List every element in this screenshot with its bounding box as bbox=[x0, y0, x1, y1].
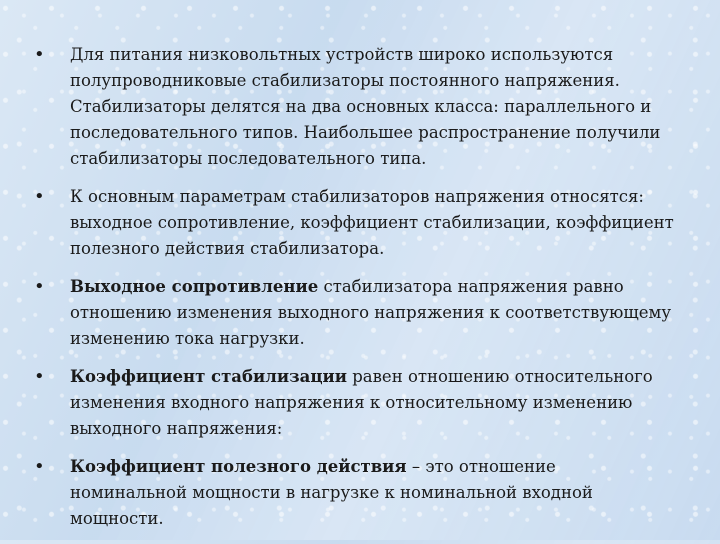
bullet-list bbox=[34, 42, 674, 544]
bullet-dot-icon: • bbox=[34, 44, 45, 65]
bullet-bold-term: Коэффициент полезного действия bbox=[70, 457, 407, 476]
bullet-dot-icon: • bbox=[34, 456, 45, 477]
bullet-text: – это отношение номинальной мощности в нагрузке к номинальной входной мощности. bbox=[70, 457, 593, 528]
bullet-bold-term: Выходное сопротивление bbox=[70, 277, 319, 296]
bullet-text: стабилизатора напряжения равно отношению изменения выходного напряжения к соответствующему изменению тока нагрузки. bbox=[70, 277, 672, 348]
bullet-item-output-resistance bbox=[34, 274, 674, 352]
bullet-dot-icon: • bbox=[34, 276, 45, 297]
bullet-bold-term: Коэффициент стабилизации bbox=[70, 367, 347, 386]
bullet-dot-icon: • bbox=[34, 366, 45, 387]
bullet-text: К основным параметрам стабилизаторов напряжения относятся: выходное сопротивление, коэффициент стабилизации, коэффициент полезного действия стабилизатора. bbox=[70, 187, 674, 258]
bullet-text: Для питания низковольтных устройств широко используются полупроводниковые стабилизаторы постоянного напряжения. Стабилизаторы делятся на два основных класса: параллельного и последовательного типов. Наибольшее распространение получили стабилизаторы последовательного типа. bbox=[70, 45, 661, 168]
bullet-dot-icon: • bbox=[34, 186, 45, 207]
bullet-text: равен отношению относительного изменения входного напряжения к относительному изменению выходного напряжения: bbox=[70, 367, 653, 438]
bullet-item-stabilization-coefficient bbox=[34, 364, 674, 442]
bullet-item-intro bbox=[34, 42, 674, 172]
bullet-item-efficiency bbox=[34, 454, 674, 532]
bullet-item-parameters bbox=[34, 184, 674, 262]
